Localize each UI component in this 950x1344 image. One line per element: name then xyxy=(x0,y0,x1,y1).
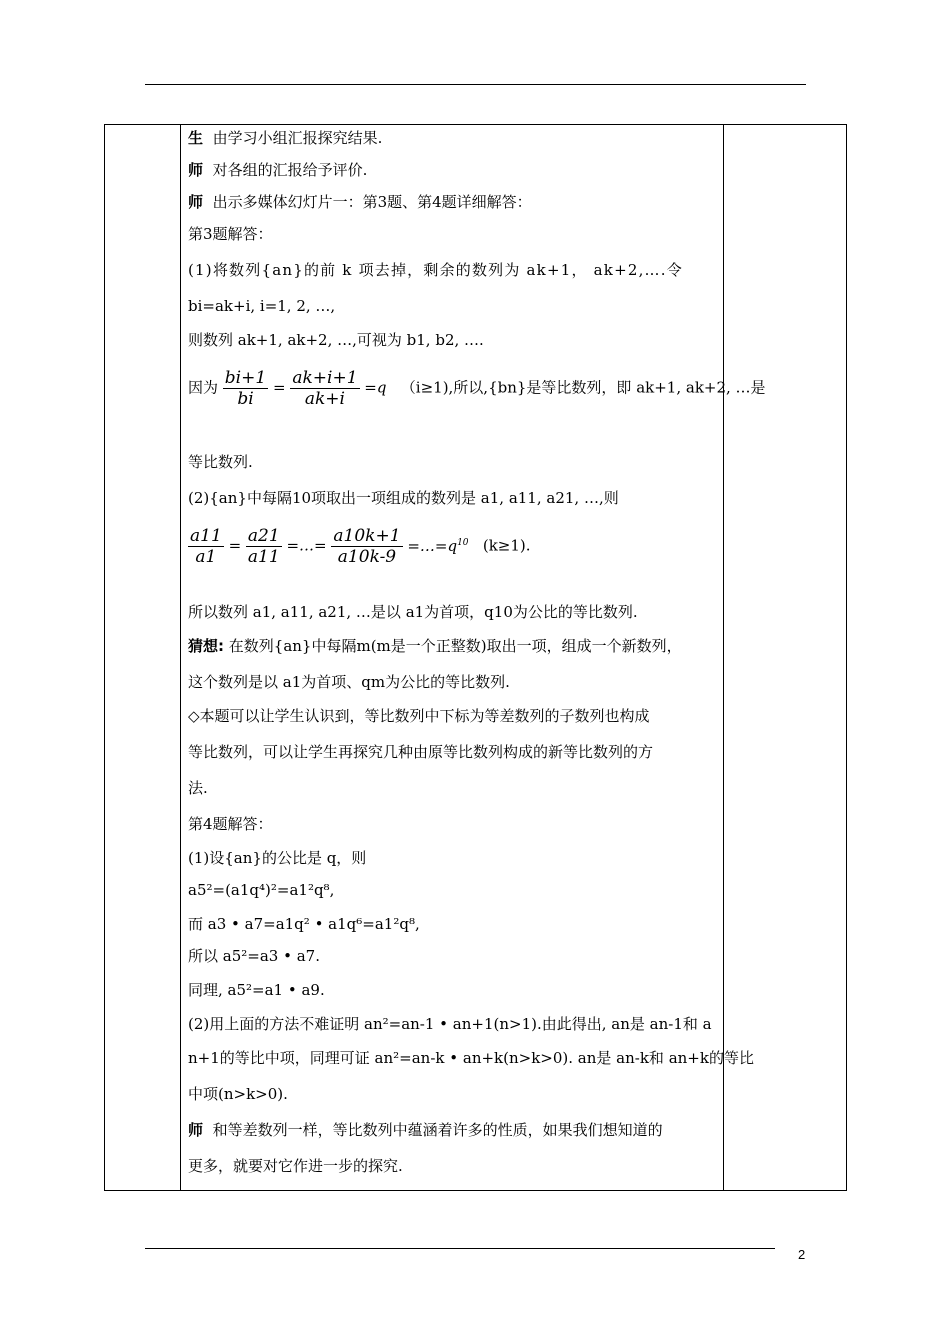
column-divider-left xyxy=(180,125,181,1190)
line-note-3: 法. xyxy=(188,779,208,797)
header-rule xyxy=(145,84,806,85)
page-number: 2 xyxy=(798,1247,806,1262)
line-student-report xyxy=(188,128,382,148)
line-teacher-closing-cont: 更多，就要对它作进一步的探究. xyxy=(188,1157,403,1175)
line-q4-heading: 第4题解答： xyxy=(188,815,273,833)
line-teacher-slides xyxy=(188,192,532,212)
footer-rule xyxy=(145,1248,775,1249)
fraction-3: $\frac{a10k+1}{a10k-9}$ xyxy=(333,526,401,567)
fraction-b: $\frac{bi+1}{bi}$ xyxy=(224,368,267,409)
role-label: 师 xyxy=(188,161,204,179)
line-q4-part1: (1)设{an}的公比是 q，则 xyxy=(188,849,367,867)
line-teacher-evaluate xyxy=(188,160,367,180)
fraction-a: $\frac{ak+i+1}{ak+i}$ xyxy=(292,368,358,409)
line-q3-part1: (1)将数列{an}的前 k 项去掉，剩余的数列为 ak+1， ak+2,….令 xyxy=(188,261,683,279)
line-q3-part2: (2){an}中每隔10项取出一项组成的数列是 a1, a11, a21, …,则 xyxy=(188,489,619,507)
line-q3-heading: 第3题解答： xyxy=(188,225,273,243)
line-q4-part2-2: n+1的等比中项，同理可证 an²=an-k • an+k(n>k>0). an是 an-k和 an+k的等比 xyxy=(188,1049,754,1067)
line-q4-eq3: 所以 a5²=a3 • a7. xyxy=(188,947,320,965)
role-label: 生 xyxy=(188,129,204,147)
line-q3-part2-conclusion: 所以数列 a1, a11, a21, …是以 a1为首项，q10为公比的等比数列. xyxy=(188,603,638,621)
fraction-1: $\frac{a11}{a1}$ xyxy=(190,526,222,567)
line-q3-b-def: bi=ak+i, i=1, 2, …, xyxy=(188,297,336,315)
line-q4-eq2: 而 a3 • a7=a1q² • a1q⁶=a1²q⁸, xyxy=(188,915,420,933)
line-q4-eq1: a5²=(a1q⁴)²=a1²q⁸, xyxy=(188,881,335,899)
line-note-2: 等比数列，可以让学生再探究几种由原等比数列构成的新等比数列的方 xyxy=(188,743,654,761)
line-q4-eq4: 同理, a5²=a1 • a9. xyxy=(188,981,325,999)
line-q3-ratio-chain: $\frac{a11}{a1}$ = $\frac{a21}{a11}$ =…= $\frac{a10k+1}{a10k-9}$ $=\dots=q^{10}$ (k≥1). xyxy=(190,526,531,567)
role-label: 师 xyxy=(188,193,204,211)
line-teacher-closing: 师 和等差数列一样，等比数列中蕴涵着许多的性质，如果我们想知道的 xyxy=(188,1121,663,1139)
line-conjecture: 猜想: 在数列{an}中每隔m(m是一个正整数)取出一项，组成一个新数列， xyxy=(188,637,682,655)
line-q3-ratio: 因为 $\frac{bi+1}{bi}$ = $\frac{ak+i+1}{ak+i}$ =q （i≥1),所以,{bn}是等比数列，即 ak+1, ak+2, …是 xyxy=(188,368,766,409)
line-text: 对各组的汇报给予评价. xyxy=(212,161,368,179)
line-text: 由学习小组汇报探究结果. xyxy=(212,129,383,147)
line-text: 出示多媒体幻灯片一：第3题、第4题详细解答： xyxy=(212,193,532,211)
line-conjecture-cont: 这个数列是以 a1为首项、qm为公比的等比数列. xyxy=(188,673,510,691)
line-note-1: ◇本题可以让学生认识到，等比数列中下标为等差数列的子数列也构成 xyxy=(188,707,650,725)
line-q4-part2-3: 中项(n>k>0). xyxy=(188,1085,288,1103)
fraction-2: $\frac{a21}{a11}$ xyxy=(247,526,280,567)
line-q3-view: 则数列 ak+1, ak+2, …,可视为 b1, b2, …. xyxy=(188,331,484,349)
line-q3-conclusion: 等比数列. xyxy=(188,453,253,471)
column-divider-right xyxy=(723,125,724,1190)
role-label: 师 xyxy=(188,1121,204,1139)
line-q4-part2-1: (2)用上面的方法不难证明 an²=an-1 • an+1(n>1).由此得出, an是 an-1和 a xyxy=(188,1015,712,1033)
